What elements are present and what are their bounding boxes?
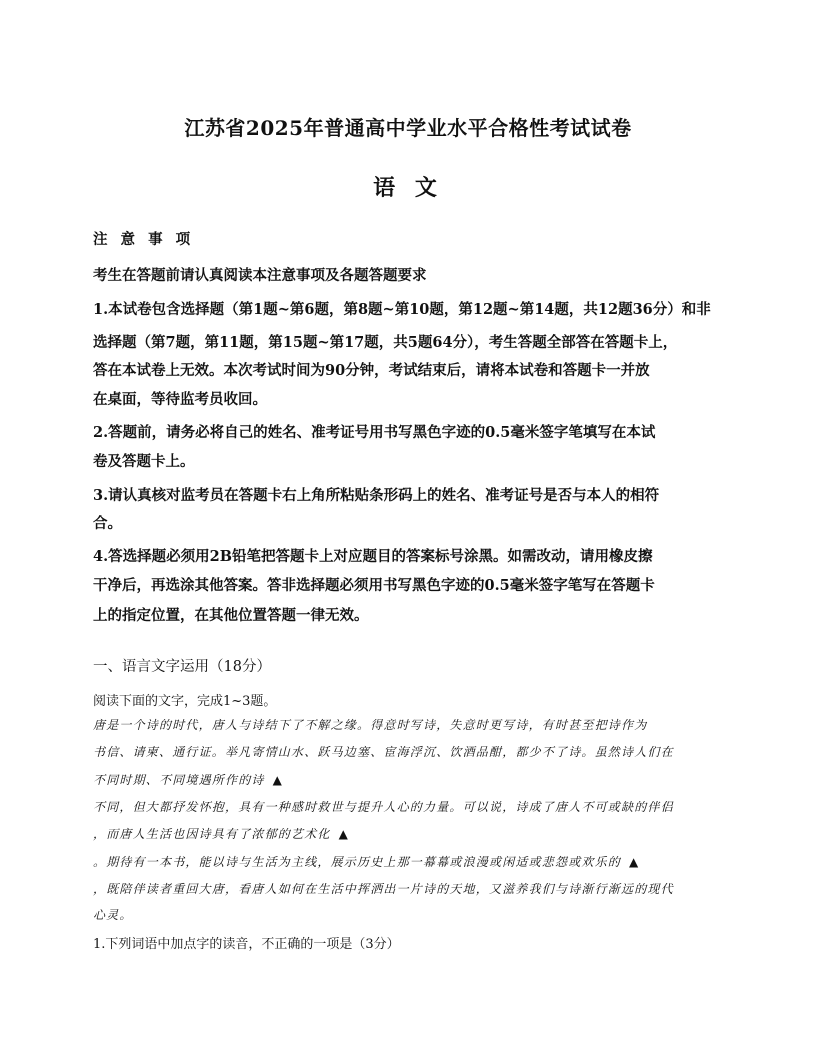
passage-line <box>93 825 349 842</box>
reading-instruction: 阅读下面的文字，完成1~3题。 <box>93 694 277 709</box>
notice-line: 在桌面，等待监考员收回。 <box>93 391 267 408</box>
section-heading: 一、语言文字运用（18分） <box>93 659 271 675</box>
notice-heading: 注 意 事 项 <box>93 231 195 248</box>
subject-title: 语 文 <box>373 175 443 201</box>
notice-line: 答在本试卷上无效。本次考试时间为90分钟，考试结束后，请将本试卷和答题卡一并放 <box>93 362 650 379</box>
passage-text: 心灵。 <box>93 908 133 922</box>
passage-text: ，而唐人生活也因诗具有了浓郁的艺术化 <box>93 827 331 841</box>
passage-line <box>93 716 647 733</box>
passage-line <box>93 798 674 815</box>
notice-line: 选择题（第7题，第11题，第15题~第17题，共5题64分），考生答题全部答在答题卡上， <box>93 334 678 351</box>
passage-text: 书信、请柬、通行证。举凡寄情山水、跃马边塞、宦海浮沉、饮酒品酣，都少不了诗。虽然诗人们在 <box>93 745 674 759</box>
passage-line <box>93 771 283 788</box>
passage-text: 不同，但大都抒发怀抱，具有一种感时救世与提升人心的力量。可以说，诗成了唐人不可或缺的伴侣 <box>93 800 674 814</box>
question-1: 1.下列词语中加点字的读音，不正确的一项是（3分） <box>93 937 400 952</box>
notice-line: 卷及答题卡上。 <box>93 453 195 470</box>
notice-line: 上的指定位置，在其他位置答题一律无效。 <box>93 607 369 624</box>
notice-line: 3.请认真核对监考员在答题卡右上角所粘贴条形码上的姓名、准考证号是否与本人的相符 <box>93 487 660 504</box>
exam-title: 江苏省2025年普通高中学业水平合格性考试试卷 <box>184 116 632 140</box>
passage-line <box>93 853 639 870</box>
notice-intro: 考生在答题前请认真阅读本注意事项及各题答题要求 <box>93 267 427 284</box>
notice-line: 合。 <box>93 515 122 532</box>
blank-marker-icon: ▲ <box>629 855 640 869</box>
notice-line: 4.答选择题必须用2B铅笔把答题卡上对应题目的答案标号涂黑。如需改动，请用橡皮擦 <box>93 548 653 565</box>
passage-text: 不同时期、不同境遇所作的诗 <box>93 773 265 787</box>
passage-text: 唐是一个诗的时代，唐人与诗结下了不解之缘。得意时写诗，失意时更写诗，有时甚至把诗作为 <box>93 718 648 732</box>
passage-text: ，既陪伴读者重回大唐，看唐人如何在生活中挥洒出一片诗的天地，又滋养我们与诗渐行渐远的现代 <box>93 882 674 896</box>
passage-line <box>93 880 674 897</box>
passage-text: 。期待有一本书，能以诗与生活为主线，展示历史上那一幕幕或浪漫或闲适或悲怨或欢乐的 <box>93 855 622 869</box>
notice-line: 干净后，再选涂其他答案。答非选择题必须用书写黑色字迹的0.5毫米签字笔写在答题卡 <box>93 577 655 594</box>
passage-line <box>93 906 133 923</box>
blank-marker-icon: ▲ <box>272 773 284 787</box>
passage-line <box>93 743 674 760</box>
blank-marker-icon: ▲ <box>338 827 350 841</box>
notice-line: 1.本试卷包含选择题（第1题~第6题，第8题~第10题，第12题~第14题，共12题36分）和非 <box>93 301 711 318</box>
notice-line: 2.答题前，请务必将自己的姓名、准考证号用书写黑色字迹的0.5毫米签字笔填写在本试 <box>93 424 656 441</box>
